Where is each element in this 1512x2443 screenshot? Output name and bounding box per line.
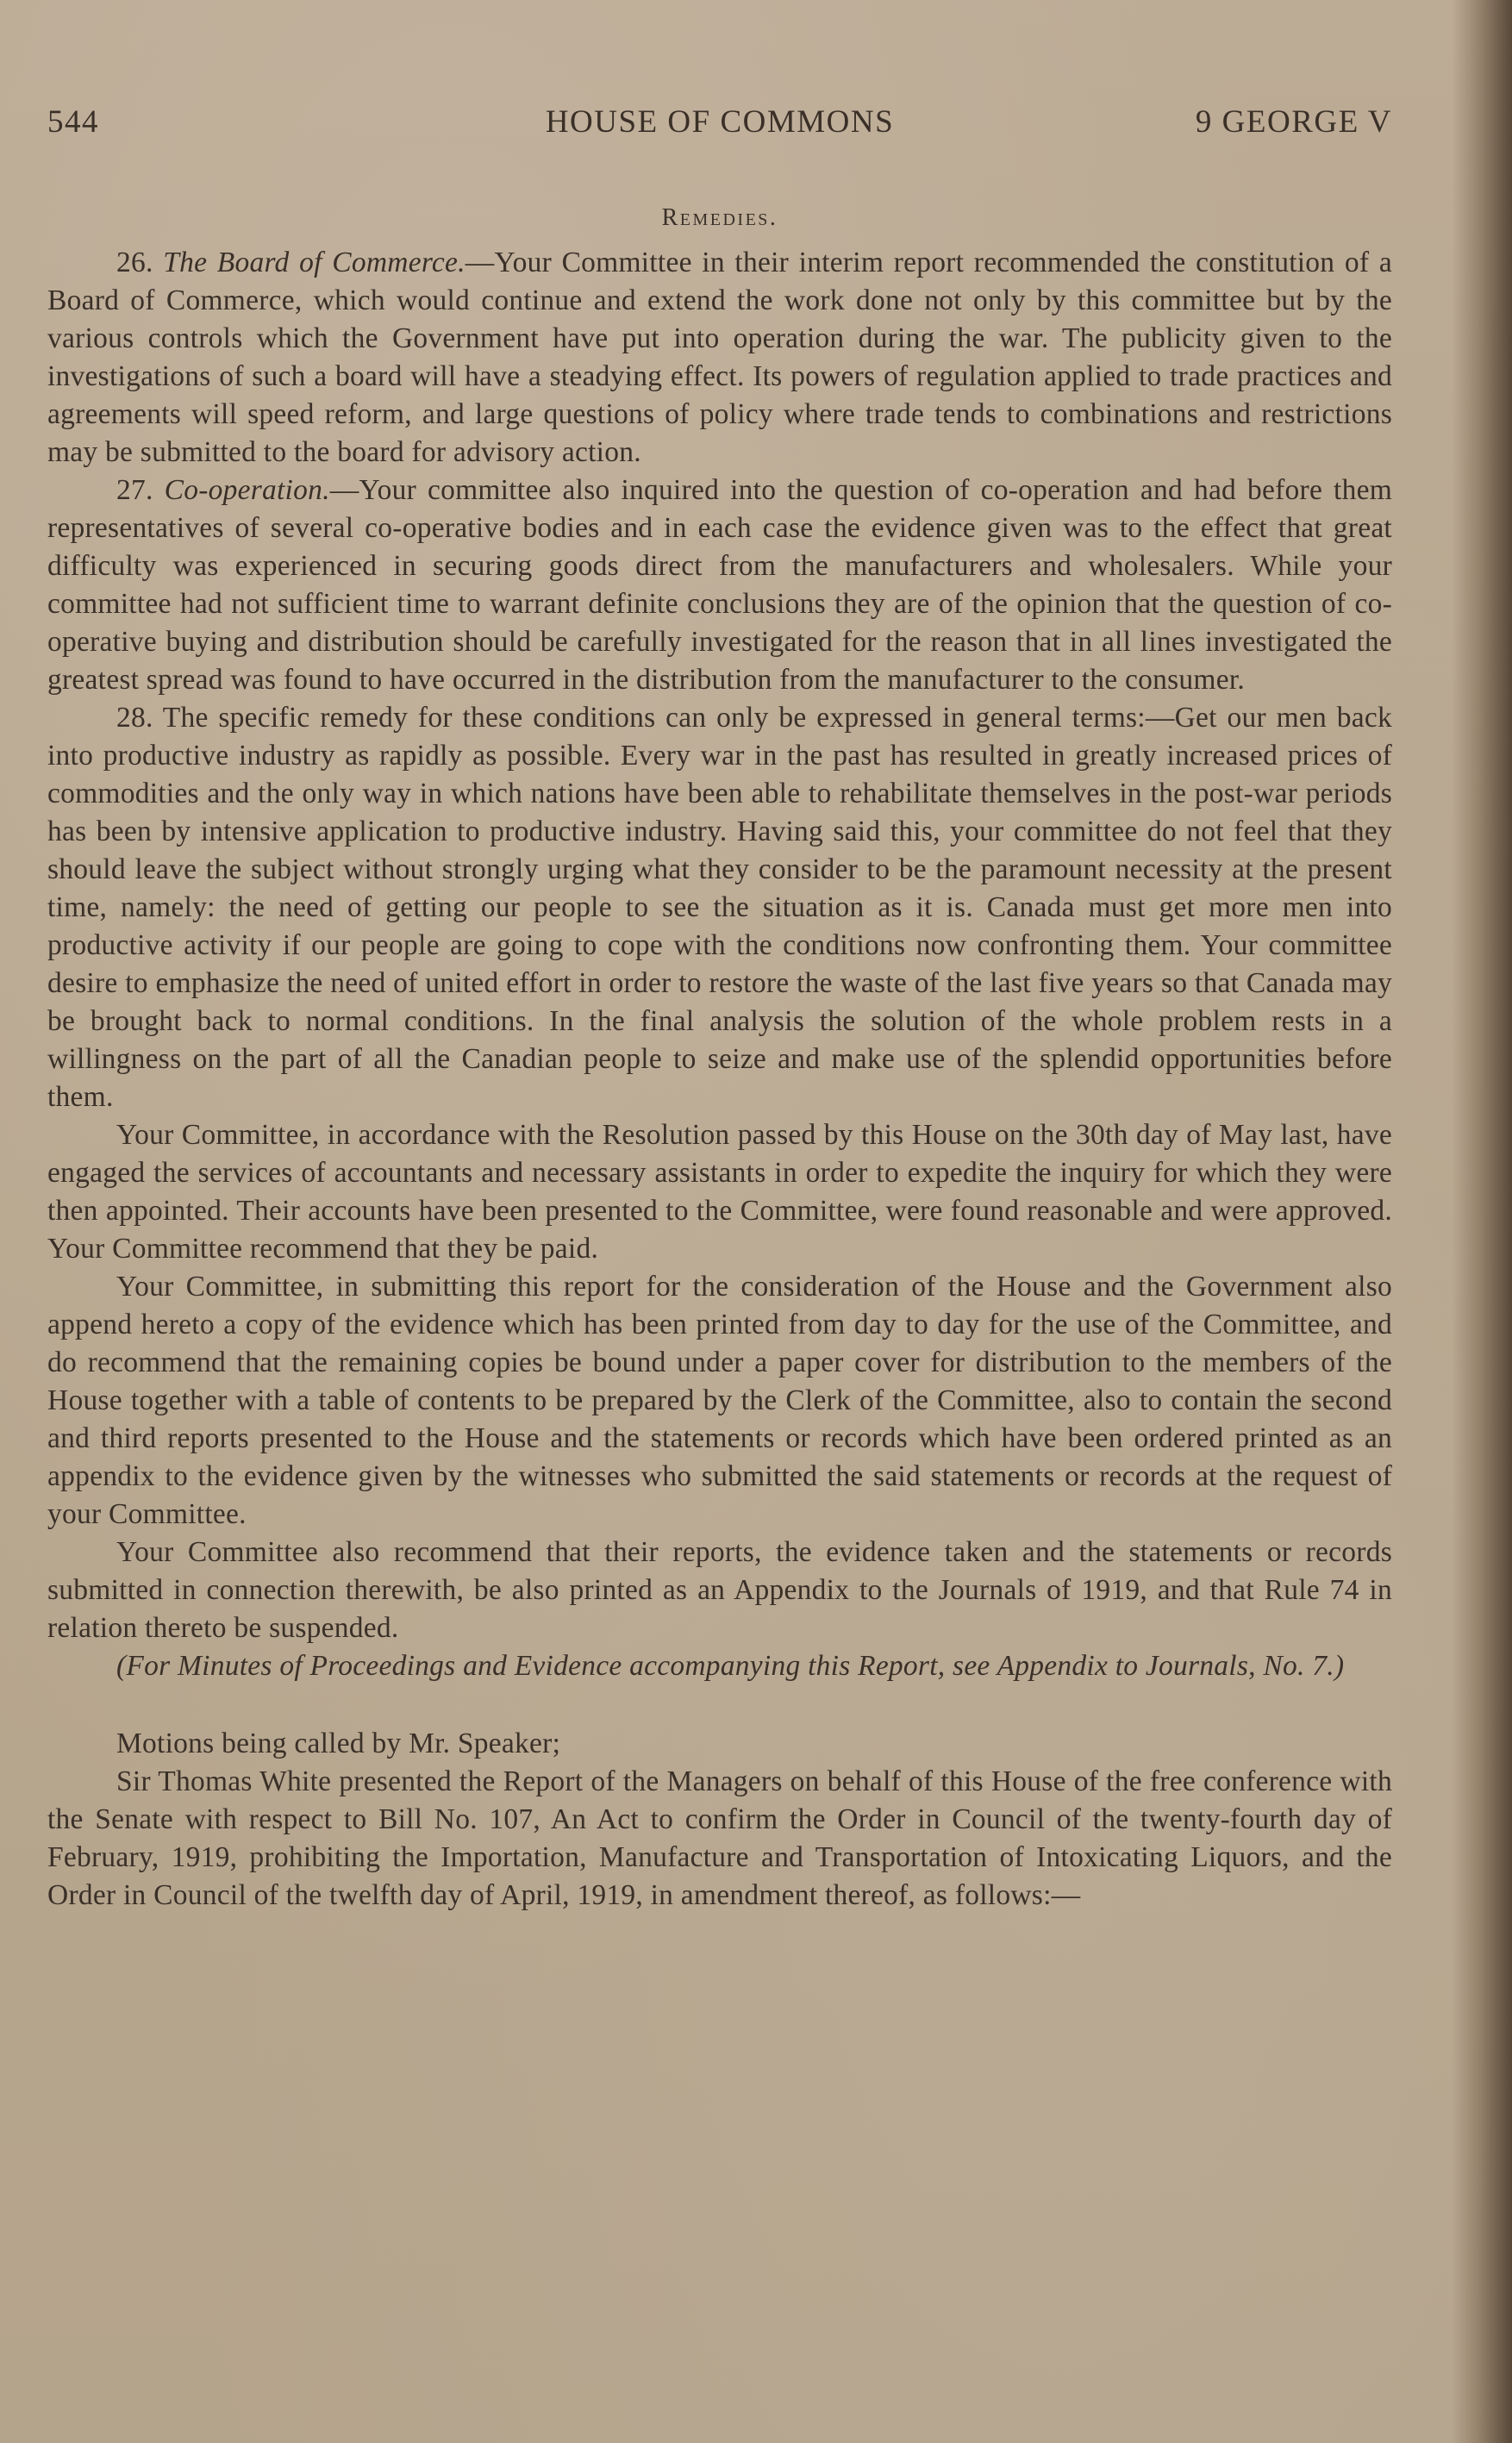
page-edge-shadow [1452, 0, 1512, 2443]
paragraph-white-report: Sir Thomas White presented the Report of the Managers on behalf of this House of the free conference with the Senate with respect to Bill No. 107, An Act to confirm the Order in Council of the twenty-fourth day of February, 1919, prohibiting the Importation, Manufacture and Transportation of Intoxicating Liquors, and the Order in Council of the twelfth day of April, 1919, in amendment thereof, as follows:— [47, 1765, 1392, 1911]
paragraph-accountants: Your Committee, in accordance with the Resolution passed by this House on the 30th day of May last, have engaged the services of accountants and necessary assistants in order to expedite the inquiry for which they were then appointed. Their accounts have been presented to the Committee, were found reasonable and were approved. Your Committee recommend that they be paid. [47, 1119, 1392, 1265]
paragraph-motions: Motions being called by Mr. Speaker; [116, 1728, 561, 1759]
paragraph-text: —Your Committee in their interim report recommended the constitution of a Board of Commerce, which would continue and extend the work done not only by this committee but by the various controls which the Government have put into operation during the war. The publicity given to the investigations of such a board will have a steadying effect. Its powers of regulation applied to trade practices and agreements will speed reform, and large questions of policy where trade tends to combinations and restrictions may be submitted to the board for advisory action. [47, 247, 1392, 468]
paragraph-text: The specific remedy for these conditions can only be expressed in general terms:—Get our men back into productive industry as rapidly as possible. Every war in the past has resulted in greatly increased prices of commodities and the only way in which nations have been able to rehabilitate themselves in the post-war periods has been by intensive application to productive industry. Having said this, your committee do not feel that they should leave the subject without strongly urging what they consider to be the paramount necessity at the present time, namely: the need of getting our people to see the situation as it is. Canada must get more men into productive activity if our people are going to cope with the conditions now confronting them. Your committee desire to emphasize the need of united effort in order to restore the waste of the last five years so that Canada may be brought back to normal conditions. In the final analysis the solution of the whole problem rests in a willingness on the part of all the Canadian people to seize and make use of the splendid opportunities before them. [47, 702, 1392, 1113]
paragraph-text: —Your committee also inquired into the question of co-operation and had before them representatives of several co-operative bodies and in each case the evidence given was to the effect that great difficulty was experienced in securing goods direct from the manufacturers and wholesalers. While your committee had not sufficient time to warrant definite conclusions they are of the opinion that the question of co-operative buying and distribution should be carefully investigated for the reason that in all lines investigated the greatest spread was found to have occurred in the distribution from the manufacturer to the consumer. [47, 474, 1393, 696]
paragraph-26 [47, 244, 1392, 472]
appendix-note: (For Minutes of Proceedings and Evidence accompanying this Report, see Appendix to Journals, No. 7.) [116, 1650, 1345, 1682]
paragraph-27 [47, 472, 1392, 699]
paragraph-28 [47, 699, 1392, 1116]
paragraph-number: 27. [116, 474, 153, 506]
section-title: Remedies. [661, 204, 778, 231]
paragraph-evidence: Your Committee, in submitting this report for the consideration of the House and the Government also append hereto a copy of the evidence which has been printed from day to day for the use of the Committee, and do recommend that the remaining copies be bound under a paper cover for distribution to the members of the House together with a table of contents to be prepared by the Clerk of the Committee, also to contain the second and third reports presented to the House and the statements or records which have been ordered printed as an appendix to the evidence given by the witnesses who submitted the said statements or records at the request of your Committee. [47, 1271, 1392, 1530]
paragraph-heading: Co-operation. [164, 474, 330, 506]
running-title: HOUSE OF COMMONS [545, 104, 895, 140]
document-page [47, 103, 1392, 1915]
paragraph-number: 26. [116, 247, 153, 278]
paragraph-heading: The Board of Commerce. [163, 247, 465, 278]
session-label: 9 GEORGE V [1195, 104, 1392, 140]
spacer [47, 1685, 1392, 1725]
running-header [47, 103, 1392, 141]
page-number: 544 [47, 104, 99, 140]
paragraph-number: 28. [116, 702, 153, 734]
paragraph-journals: Your Committee also recommend that their reports, the evidence taken and the statements or records submitted in connection therewith, be also printed as an Appendix to the Journals of 1919, and that Rule 74 in relation thereto be suspended. [47, 1536, 1392, 1644]
